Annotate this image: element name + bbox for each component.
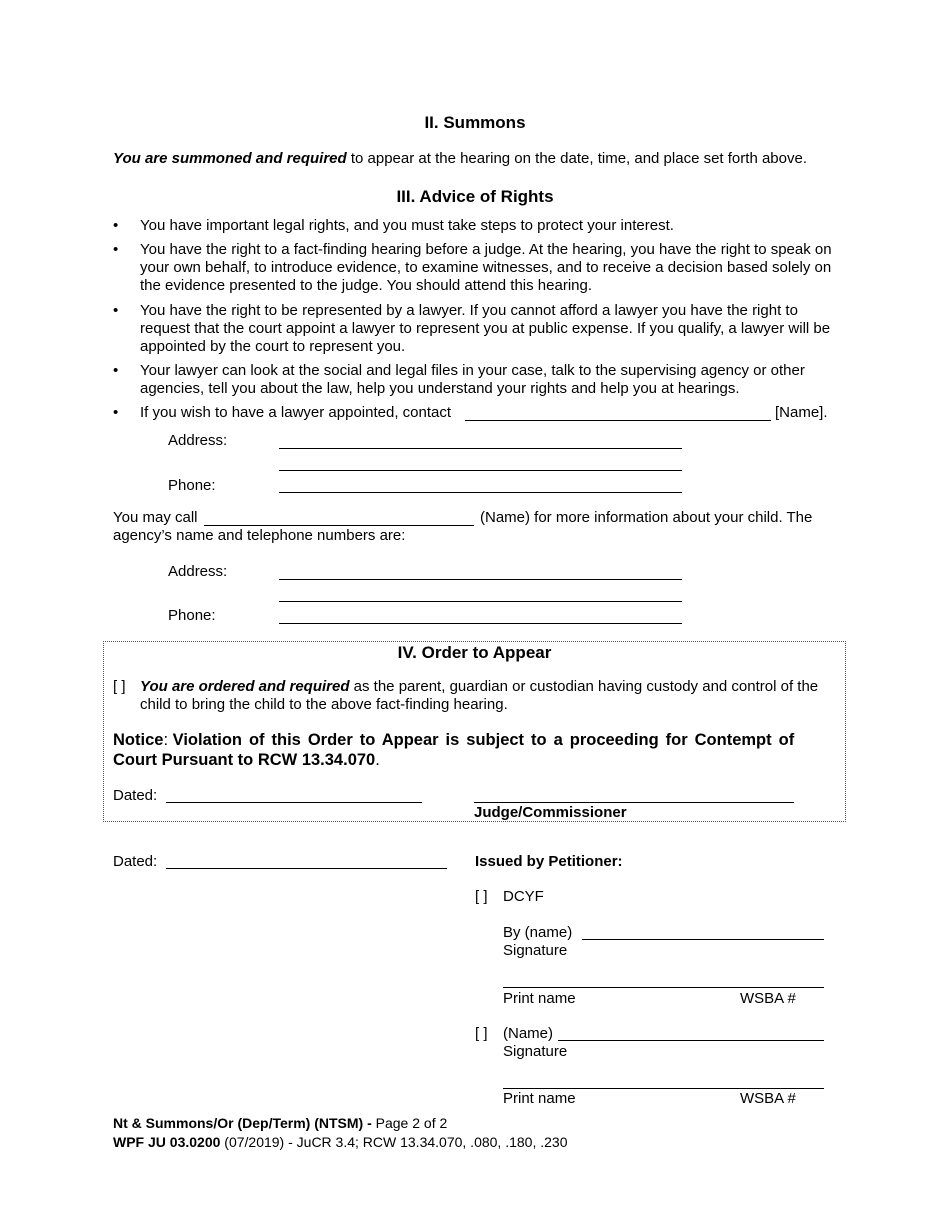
issued-dated-line[interactable] [166, 868, 447, 869]
bullet-dot: • [113, 404, 119, 421]
name-checkbox[interactable]: [ ] [475, 1025, 488, 1042]
agency-call-line2: agency’s name and telephone numbers are: [113, 527, 406, 544]
agency-phone-line[interactable] [279, 623, 682, 624]
order-heading-text: . Order to Appear [412, 643, 552, 662]
order-notice-line1 [113, 731, 794, 750]
footer-page-info: Page 2 of 2 [371, 1115, 448, 1131]
order-ordered-rest: as the parent, guardian or custodian having custody and control of the [349, 678, 819, 695]
rights-bullet-3: You have the right to be represented by a lawyer. If you cannot afford a lawyer you have the right to request that the court appoint a lawyer to represent you at public expense. If you qualify, a lawyer will be appointed by the court to represent you. [140, 302, 831, 356]
bullet-dot: • [113, 362, 119, 379]
order-ordered-line2: child to bring the child to the above fact-finding hearing. [140, 696, 508, 713]
print-name-line-1[interactable] [503, 987, 824, 988]
summons-lead-rest: to appear at the hearing on the date, time, and place set forth above. [346, 150, 807, 167]
rights-heading: III. Advice of Rights [396, 187, 554, 206]
agency-call-prefix: You may call [113, 509, 198, 526]
order-dated-line[interactable] [166, 802, 422, 803]
wsba-label-1: WSBA # [740, 990, 796, 1007]
agency-phone-label: Phone: [168, 607, 216, 624]
notice-colon: : [163, 731, 173, 749]
notice-text-line1: Violation of this Order to Appear is subject to a proceeding for Contempt of [172, 731, 795, 749]
footer-form-ref: (07/2019) - JuCR 3.4; RCW 13.34.070, .080, .180, .230 [220, 1134, 568, 1150]
judge-commissioner-label: Judge/Commissioner [474, 804, 627, 821]
lawyer-phone-line[interactable] [279, 492, 682, 493]
rights-bullet-1: You have important legal rights, and you must take steps to protect your interest. [140, 217, 674, 234]
order-notice-line2 [113, 751, 380, 770]
bullet-dot: • [113, 302, 119, 319]
lawyer-name-line[interactable] [465, 420, 771, 421]
footer-form-code: WPF JU 03.0200 [113, 1134, 221, 1150]
order-checkbox[interactable]: [ ] [113, 678, 126, 695]
wsba-label-2: WSBA # [740, 1090, 796, 1107]
print-name-label-1: Print name [503, 990, 576, 1007]
order-heading-num: IV [397, 643, 413, 662]
print-name-label-2: Print name [503, 1090, 576, 1107]
footer-form-title: Nt & Summons/Or (Dep/Term) (NTSM) - [113, 1115, 372, 1131]
lawyer-address-label: Address: [168, 432, 228, 449]
order-ordered-text [140, 678, 845, 696]
agency-address-line-1[interactable] [279, 579, 682, 580]
by-name-label: By (name) [503, 924, 573, 941]
lawyer-address-line-1[interactable] [279, 448, 682, 449]
judge-signature-line[interactable] [474, 802, 794, 803]
notice-end: . [375, 751, 380, 769]
issued-by-heading: Issued by Petitioner: [475, 853, 623, 870]
notice-label: Notice [113, 731, 164, 749]
name-label: (Name) [503, 1025, 554, 1042]
lawyer-contact-text: If you wish to have a lawyer appointed, contact [140, 404, 452, 421]
footer-line-2 [113, 1134, 567, 1150]
by-name-line[interactable] [582, 939, 824, 940]
rights-bullet-2: You have the right to a fact-finding hearing before a judge. At the hearing, you have the right to speak on your own behalf, to introduce evidence, to examine witnesses, and to receive a decision based solely on the evidence presented to the judge. You should attend this hearing. [140, 241, 832, 295]
order-dated-label: Dated: [113, 787, 158, 804]
footer-line-1 [113, 1115, 447, 1131]
agency-contact-name-line[interactable] [204, 525, 474, 526]
print-name-line-2[interactable] [503, 1088, 824, 1089]
lawyer-contact-suffix: [Name]. [775, 404, 828, 421]
agency-address-label: Address: [168, 563, 228, 580]
lawyer-phone-label: Phone: [168, 477, 216, 494]
signature-label-2: Signature [503, 1043, 568, 1060]
lawyer-address-line-2[interactable] [279, 470, 682, 471]
agency-call-suffix: (Name) for more information about your child. The [480, 509, 813, 526]
name-line[interactable] [558, 1040, 824, 1041]
summons-text [113, 150, 807, 167]
rights-bullet-4: Your lawyer can look at the social and legal files in your case, talk to the supervising agency or other agencies, tell you about the law, help you understand your rights and help you at hearings. [140, 362, 805, 398]
signature-label-1: Signature [503, 942, 568, 959]
order-ordered-bold: You are ordered and required [140, 678, 350, 695]
dcyf-checkbox[interactable]: [ ] [475, 888, 488, 905]
summons-lead-bold: You are summoned and required [113, 150, 347, 167]
summons-heading: II. Summons [424, 113, 526, 132]
bullet-dot: • [113, 217, 119, 234]
notice-text-line2: Court Pursuant to RCW 13.34.070 [113, 751, 376, 769]
bullet-dot: • [113, 241, 119, 258]
dcyf-label: DCYF [503, 888, 544, 905]
issued-dated-label: Dated: [113, 853, 158, 870]
order-heading [103, 643, 846, 663]
agency-address-line-2[interactable] [279, 601, 682, 602]
